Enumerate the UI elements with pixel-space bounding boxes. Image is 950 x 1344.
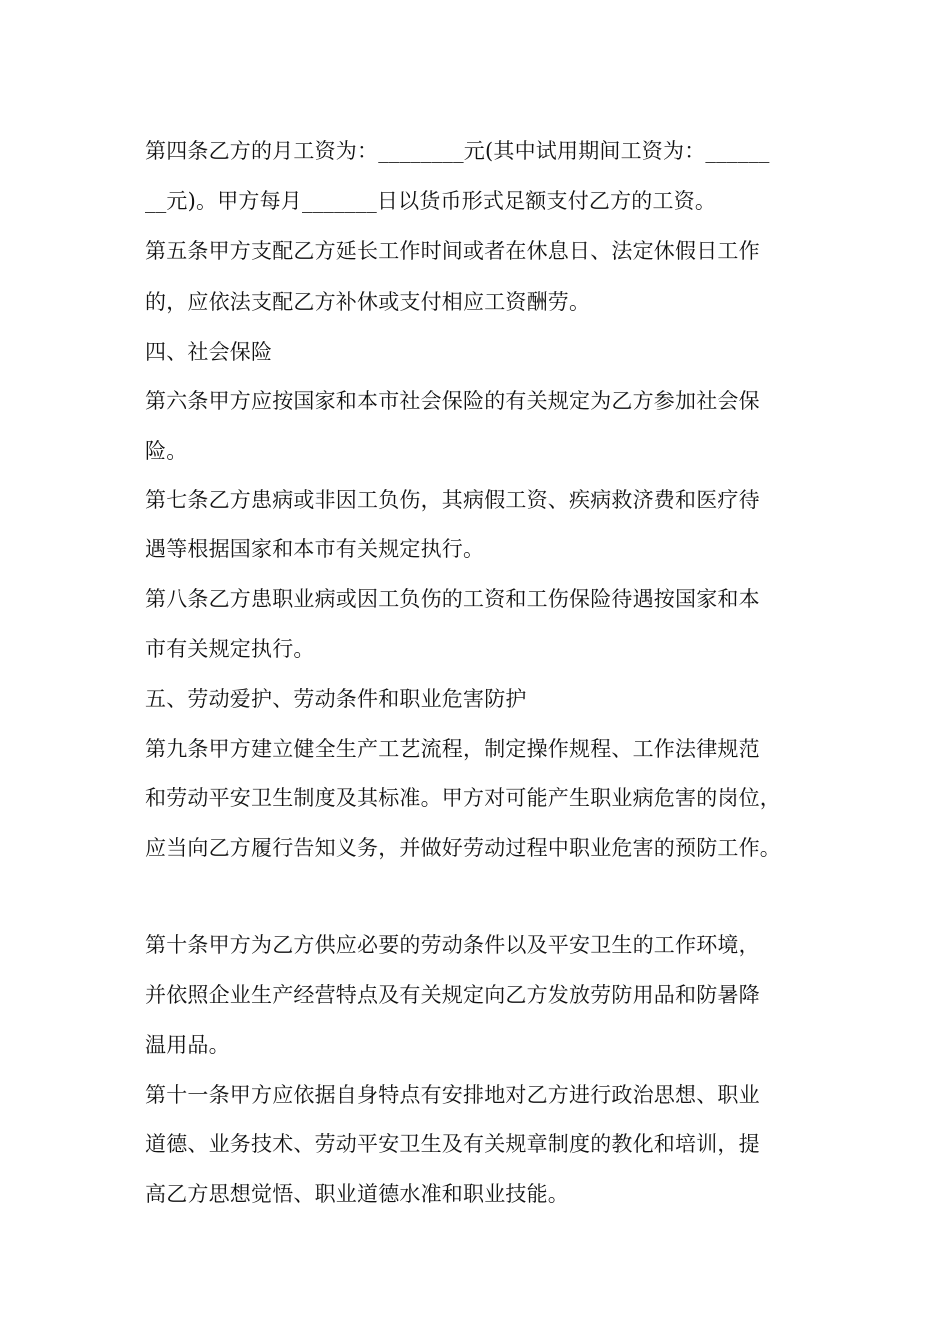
text-line: 险。 — [145, 439, 188, 463]
text-line: 市有关规定执行。 — [145, 637, 315, 661]
text-line: 第六条甲方应按国家和本市社会保险的有关规定为乙方参加社会保 — [145, 389, 760, 413]
text-line: 第十条甲方为乙方供应必要的劳动条件以及平安卫生的工作环境， — [145, 933, 760, 957]
text-line: 第九条甲方建立健全生产工艺流程，制定操作规程、工作法律规范 — [145, 737, 760, 761]
text-line: 第七条乙方患病或非因工负伤，其病假工资、疾病救济费和医疗待 — [145, 488, 760, 512]
text-line: 温用品。 — [145, 1033, 230, 1057]
text-line: 并依照企业生产经营特点及有关规定向乙方发放劳防用品和防暑降 — [145, 983, 760, 1007]
text-line: 第八条乙方患职业病或因工负伤的工资和工伤保险待遇按国家和本 — [145, 587, 760, 611]
text-line: 的，应依法支配乙方补休或支付相应工资酬劳。 — [145, 290, 591, 314]
text-line: 和劳动平安卫生制度及其标准。甲方对可能产生职业病危害的岗位， — [145, 786, 781, 810]
section-heading: 五、劳动爱护、劳动条件和职业危害防护 — [145, 687, 527, 711]
section-heading: 四、社会保险 — [145, 340, 273, 364]
text-line: 道德、业务技术、劳动平安卫生及有关规章制度的教化和培训，提 — [145, 1132, 760, 1156]
text-line: __元)。甲方每月_______日以货币形式足额支付乙方的工资。 — [145, 189, 717, 213]
text-line: 应当向乙方履行告知义务，并做好劳动过程中职业危害的预防工作。 — [145, 836, 781, 860]
text-line: 第四条乙方的月工资为：________元(其中试用期间工资为：______ — [145, 139, 770, 163]
text-line: 遇等根据国家和本市有关规定执行。 — [145, 537, 485, 561]
text-line: 第十一条甲方应依据自身特点有安排地对乙方进行政治思想、职业 — [145, 1083, 760, 1107]
text-line: 高乙方思想觉悟、职业道德水准和职业技能。 — [145, 1182, 569, 1206]
text-line: 第五条甲方支配乙方延长工作时间或者在休息日、法定休假日工作 — [145, 239, 760, 263]
